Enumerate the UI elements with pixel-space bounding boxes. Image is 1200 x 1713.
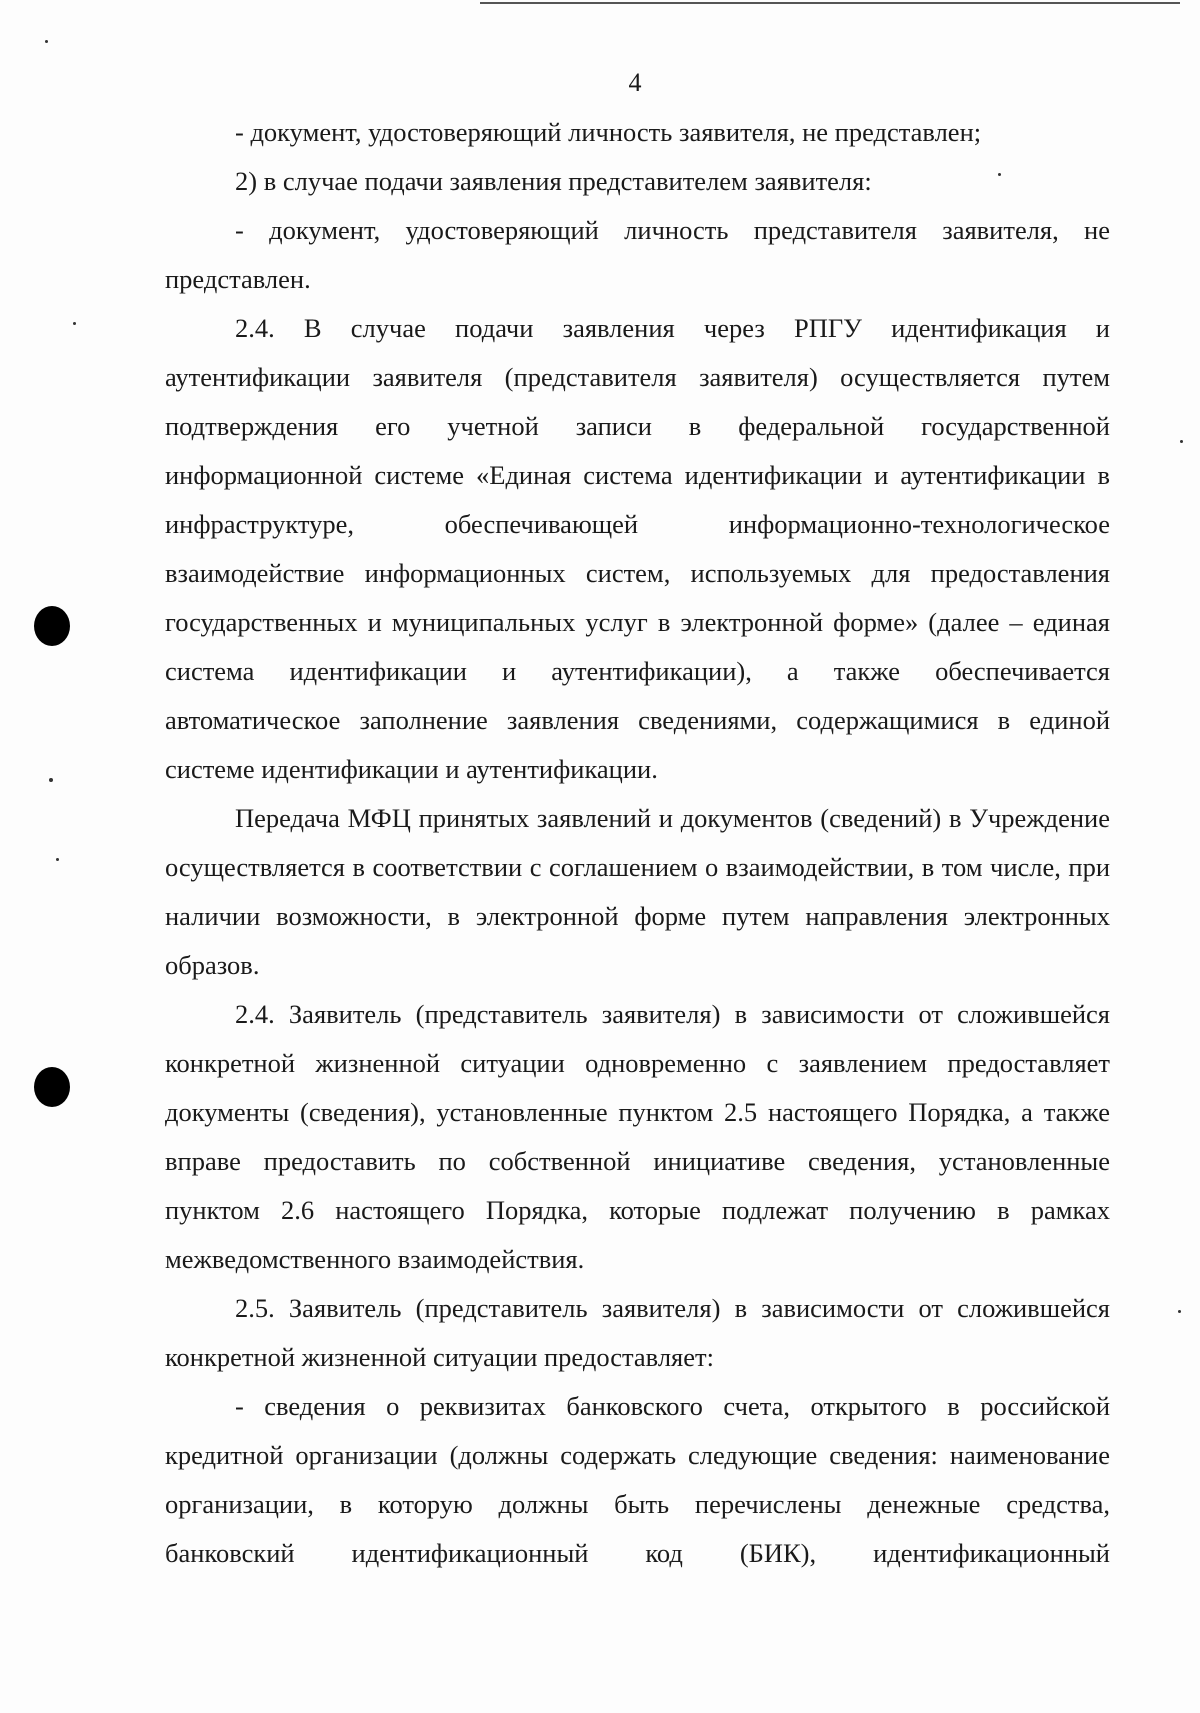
paragraph-document-not-provided: - документ, удостоверяющий личность заявителя, не представлен;	[235, 117, 982, 147]
punch-hole-lower	[34, 1067, 70, 1107]
scan-speck	[73, 322, 76, 325]
scan-speck	[45, 40, 48, 43]
scan-speck	[1178, 1310, 1181, 1313]
top-rule	[480, 2, 1180, 4]
body-text	[165, 108, 1110, 1578]
paragraph-2-4-rpgu: 2.4. В случае подачи заявления через РПГУ идентификация и аутентификации заявителя (представителя заявителя) осуществляется путем подтверждения его учетной записи в федеральной государственной информационной системе «Единая система идентификации и аутентификации в инфраструктуре, обеспечивающей информационно-технологическое взаимодействие информационных систем, используемых для предоставления государственных и муниципальных услуг в электронной форме» (далее – единая система идентификации и аутентификации), а также обеспечивается автоматическое заполнение заявления сведениями, содержащимися в единой системе идентификации и аутентификации.	[165, 313, 1110, 784]
page-number: 4	[628, 68, 642, 97]
scan-speck	[56, 858, 59, 861]
paragraph-2-5-applicant: 2.5. Заявитель (представитель заявителя) в зависимости от сложившейся конкретной жизненной ситуации предоставляет:	[165, 1293, 1110, 1372]
scan-speck	[1180, 440, 1183, 443]
paragraph-representative-case: 2) в случае подачи заявления представителем заявителя:	[235, 166, 872, 196]
scan-speck	[49, 778, 53, 782]
punch-hole-upper	[34, 606, 70, 646]
paragraph-mfc-transfer: Передача МФЦ принятых заявлений и документов (сведений) в Учреждение осуществляется в соответствии с соглашением о взаимодействии, в том числе, при наличии возможности, в электронной форме путем направления электронных образов.	[165, 803, 1110, 980]
paragraph-representative-document: - документ, удостоверяющий личность представителя заявителя, не представлен.	[165, 215, 1110, 294]
paragraph-2-4-applicant: 2.4. Заявитель (представитель заявителя) в зависимости от сложившейся конкретной жизненной ситуации одновременно с заявлением предоставляет документы (сведения), установленные пунктом 2.5 настоящего Порядка, а также вправе предоставить по собственной инициативе сведения, установленные пунктом 2.6 настоящего Порядка, которые подлежат получению в рамках межведомственного взаимодействия.	[165, 999, 1110, 1274]
paragraph-bank-details: - сведения о реквизитах банковского счета, открытого в российской кредитной организации (должны содержать следующие сведения: наименование организации, в которую должны быть перечислены денежные средства, банковский идентификационный код (БИК), идентификационный	[165, 1391, 1110, 1568]
